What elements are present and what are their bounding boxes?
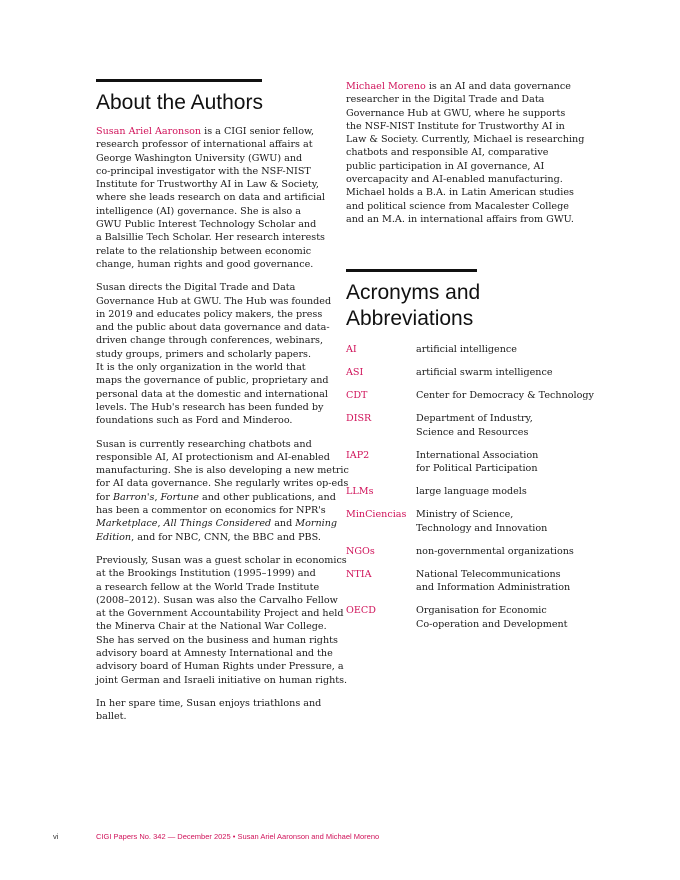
acronym-row [346,389,646,403]
susan-bio-p3: Susan is currently researching chatbots and responsible AI, AI protectionism and AI-enabled manufacturing. She is also developing a new metric for AI data governance. She regularly writes op-eds for Barron's, Fortune and other publications, and has been a commentor on economics for NPR's Marketplace, All Things Considered and Morning Edition, and for NBC, CNN, the BBC and PBS. [96,438,349,543]
page-number: vi [53,832,59,841]
acronym-abbr: AI [346,344,357,355]
acronym-row [346,568,646,595]
acronym-definition: non-governmental organizations [416,545,574,557]
acronym-definition: large language models [416,486,527,497]
acronym-abbr: DISR [346,413,372,424]
acronym-abbr: NGOs [346,545,375,557]
acronyms-heading-rule [346,269,477,272]
acronym-row [346,366,646,380]
acronym-definition: National Telecommunications and Information Administration [416,568,571,593]
acronym-row [346,545,646,559]
acronym-definition: artificial intelligence [416,344,517,355]
michael-bio-p1: Michael Moreno is an AI and data governance researcher in the Digital Trade and Data Governance Hub at GWU, where he supports the NSF-NIST Institute for Trustworthy AI in Law & Society. Currently, Michael is researching chatbots and responsible AI, comparative public participation in AI governance, AI overcapacity and AI-enabled manufacturing. Michael holds a B.A. in Latin American studies and political science from Macalester College and an M.A. in international affairs from GWU. [346,81,585,225]
susan-bio-p4: Previously, Susan was a guest scholar in economics at the Brookings Institution (1995–1999) and a research fellow at the World Trade Institute (2008–2012). Susan was also the Carvalho Fellow at the Government Accountability Project and held the Minerva Chair at the National War College. She has served on the business and human rights advisory board at Amnesty International and the advisory board of Human Rights under Pressure, a joint German and Israeli initiative on human rights. [96,554,348,686]
footer-citation: CIGI Papers No. 342 — December 2025 • Susan Ariel Aaronson and Michael Moreno [96,832,380,841]
susan-bio-p5: In her spare time, Susan enjoys triathlons and ballet. [96,697,322,723]
acronym-abbr: IAP2 [346,449,370,461]
michael-name: Michael Moreno [346,81,426,92]
acronym-row [346,343,646,357]
acronym-row [346,508,646,535]
acronym-definition: Organisation for Economic Co-operation and Development [416,605,568,630]
acronyms-heading: Acronyms and Abbreviations [346,281,481,330]
acronyms-table [346,343,646,641]
acronym-abbr: NTIA [346,568,372,580]
susan-bio-p1: Susan Ariel Aaronson is a CIGI senior fellow, research professor of international affairs at George Washington University (GWU) and co-principal investigator with the NSF-NIST Institute for Trustworthy AI in Law & Society, where she leads research on data and artificial intelligence (AI) governance. She is also a GWU Public Interest Technology Scholar and a Balsillie Tech Scholar. Her research interests relate to the relationship between economic change, human rights and good governance. [96,126,325,270]
acronym-row [346,604,646,631]
acronym-row [346,412,646,439]
acronym-abbr: OECD [346,605,376,616]
acronym-row [346,449,646,476]
acronym-row [346,485,646,499]
authors-heading: About the Authors [96,91,263,114]
susan-name: Susan Ariel Aaronson [96,126,202,137]
acronym-definition: artificial swarm intelligence [416,367,553,378]
susan-bio [96,125,349,733]
acronym-abbr: LLMs [346,486,374,497]
acronym-abbr: ASI [346,367,364,378]
authors-heading-rule [96,79,262,82]
michael-bio [346,80,586,236]
susan-bio-p2: Susan directs the Digital Trade and Data Governance Hub at GWU. The Hub was founded in 2019 and educates policy makers, the press and the public about data governance and data- driven change through conferences, webinars, study groups, primers and scholarly papers. It is the only organization in the world that maps the governance of public, proprietary and personal data at the domestic and international levels. The Hub's research has been funded by foundations such as Ford and Minderoo. [96,282,332,427]
acronym-definition: Center for Democracy & Technology [416,390,594,401]
acronym-definition: International Association for Political Participation [416,449,539,474]
acronym-definition: Ministry of Science, Technology and Innovation [416,509,548,534]
acronym-abbr: MinCiencias [346,509,407,520]
acronym-abbr: CDT [346,390,368,401]
acronym-definition: Department of Industry, Science and Resources [416,413,533,438]
